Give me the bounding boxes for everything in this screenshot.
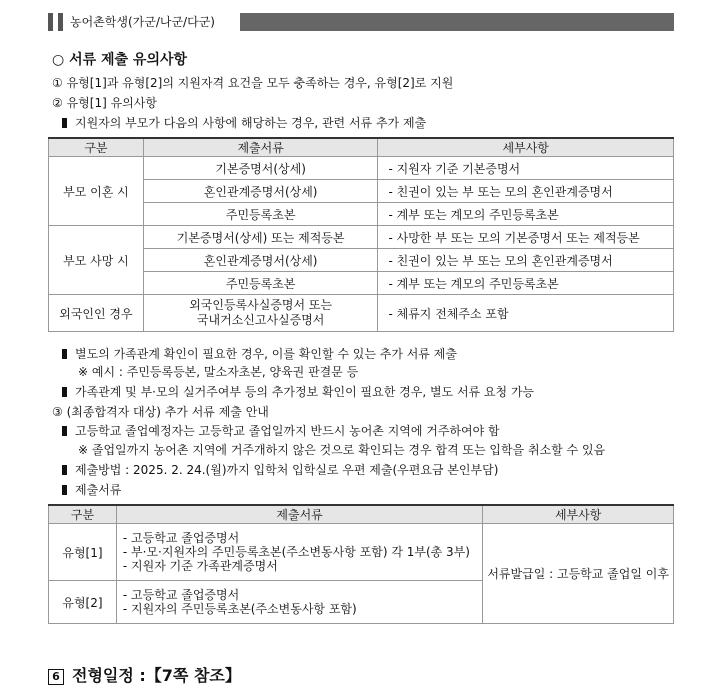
col-header-details: 세부사항 (483, 505, 674, 524)
note-1: ① 유형[1]과 유형[2]의 지원자격 요건을 모두 충족하는 경우, 유형[2]로 지원 (52, 76, 454, 90)
col-header-docs: 제출서류 (143, 138, 378, 157)
final-docs-table (48, 504, 674, 624)
col-header-category: 구분 (49, 505, 117, 524)
residence-note: ※ 졸업일까지 농어촌 지역에 거주개하지 않은 것으로 확인되는 경우 합격 또는 입학을 취소할 수 있음 (78, 443, 606, 457)
header-bar-mark (58, 13, 63, 31)
docs-cell (116, 581, 482, 624)
bullet-text: 제출서류 (75, 483, 122, 497)
table-row (49, 157, 674, 180)
group-label-foreigner: 외국인인 경우 (49, 295, 144, 332)
bullet-text: 고등학교 졸업예정자는 고등학교 졸업일까지 반드시 농어촌 지역에 거주하여야 함 (75, 424, 500, 438)
table-row (49, 226, 674, 249)
bullet-submit-docs (62, 482, 121, 498)
table-header-row (49, 505, 674, 524)
doc-line: 국내거소신고사실증명서 (196, 313, 325, 327)
note-2: ② 유형[1] 유의사항 (52, 96, 157, 110)
doc-cell: 혼인관계증명서(상세) (143, 249, 378, 272)
parent-docs-table (48, 137, 674, 332)
doc-line: - 지원자의 주민등록초본(주소변동사항 포함) (122, 602, 357, 616)
doc-cell: 기본증명서(상세) (143, 157, 378, 180)
bullet-submit-method (62, 462, 498, 478)
col-header-category: 구분 (49, 138, 144, 157)
section-number: 6 (48, 669, 64, 685)
doc-line: - 고등학교 졸업증명서 (122, 588, 240, 602)
schedule-title: 전형일정 :【7쪽 참조】 (72, 666, 241, 685)
section-title: ○ 서류 제출 유의사항 (52, 52, 188, 68)
detail-cell: - 사망한 부 또는 모의 기본증명서 또는 제적등본 (378, 226, 674, 249)
bullet-parent-docs (62, 115, 426, 131)
bullet-text: 가족관계 및 부·모의 실거주여부 등의 추가정보 확인이 필요한 경우, 별도 서류 요청 가능 (75, 385, 535, 399)
doc-cell: 주민등록초본 (143, 272, 378, 295)
doc-line: - 부·모·지원자의 주민등록초본(주소변동사항 포함) 각 1부(총 3부) (122, 545, 470, 559)
type-cell: 유형[2] (49, 581, 117, 624)
detail-cell: - 계부 또는 계모의 주민등록초본 (378, 272, 674, 295)
bullet-additional-info (62, 384, 534, 400)
detail-cell: - 친권이 있는 부 또는 모의 혼인관계증명서 (378, 249, 674, 272)
bullet-text: 제출방법 : 2025. 2. 24.(월)까지 입학처 입학실로 우편 제출(우편요금 본인부담) (75, 463, 499, 477)
doc-line: - 고등학교 졸업증명서 (122, 531, 240, 545)
bullet-icon (62, 465, 67, 475)
bullet-text: 별도의 가족관계 확인이 필요한 경우, 이를 확인할 수 있는 추가 서류 제출 (75, 347, 457, 361)
note-3: ③ (최종합격자 대상) 추가 서류 제출 안내 (52, 405, 269, 419)
bullet-text: 지원자의 부모가 다음의 사항에 해당하는 경우, 관련 서류 추가 제출 (75, 116, 427, 130)
group-label-death: 부모 사망 시 (49, 226, 144, 295)
detail-cell: - 계부 또는 계모의 주민등록초본 (378, 203, 674, 226)
bullet-residence (62, 423, 500, 439)
header-title: 농어촌학생(가군/나군/다군) (70, 15, 215, 29)
group-label-divorce: 부모 이혼 시 (49, 157, 144, 226)
detail-cell: - 체류지 전체주소 포함 (378, 295, 674, 332)
col-header-docs: 제출서류 (116, 505, 482, 524)
docs-cell (116, 524, 482, 581)
type-cell: 유형[1] (49, 524, 117, 581)
detail-cell: 서류발급일 : 고등학교 졸업일 이후 (483, 524, 674, 624)
header-rule (240, 13, 674, 31)
header-bar-mark (48, 13, 53, 31)
bullet-icon (62, 349, 67, 359)
detail-cell: - 친권이 있는 부 또는 모의 혼인관계증명서 (378, 180, 674, 203)
doc-cell: 혼인관계증명서(상세) (143, 180, 378, 203)
bullet-icon (62, 387, 67, 397)
doc-cell (143, 295, 378, 332)
table-row (49, 295, 674, 332)
bullet-icon (62, 118, 67, 128)
table-header-row (49, 138, 674, 157)
bullet-icon (62, 485, 67, 495)
bullet-icon (62, 426, 67, 436)
detail-cell: - 지원자 기준 기본증명서 (378, 157, 674, 180)
table-row (49, 524, 674, 581)
doc-line: - 지원자 기준 가족관계증명서 (122, 559, 278, 573)
doc-line: 외국인등록사실증명서 또는 (189, 298, 333, 312)
col-header-details: 세부사항 (378, 138, 674, 157)
example-note: ※ 예시 : 주민등록등본, 말소자초본, 양육권 판결문 등 (78, 365, 359, 379)
section-header (48, 13, 674, 31)
bullet-extra-docs (62, 346, 457, 362)
doc-cell: 기본증명서(상세) 또는 제적등본 (143, 226, 378, 249)
doc-cell: 주민등록초본 (143, 203, 378, 226)
schedule-heading (48, 663, 241, 686)
